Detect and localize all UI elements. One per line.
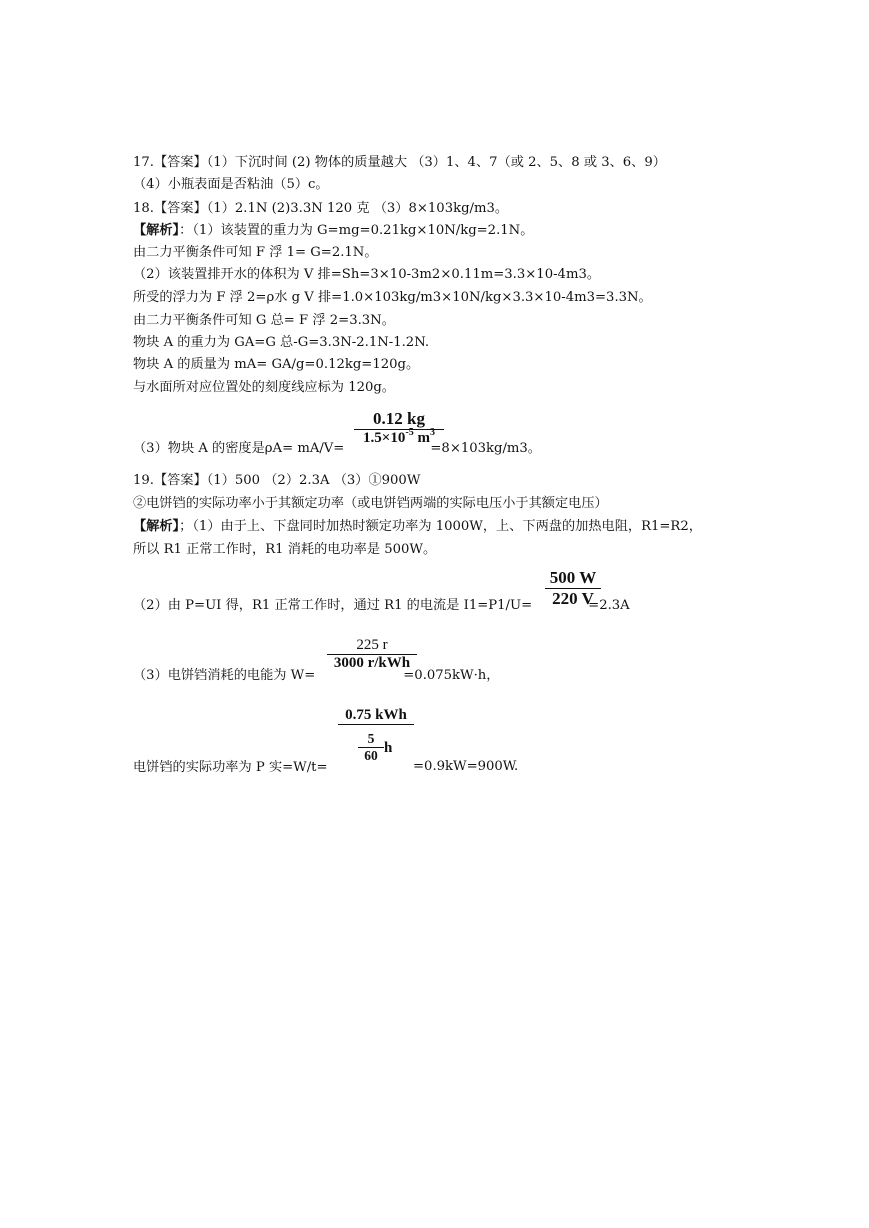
energy-prefix: （3）电饼铛消耗的电能为 W= <box>133 668 316 683</box>
current-fraction <box>545 568 601 609</box>
analysis-label: 【解析】 <box>133 223 180 238</box>
q19-analysis-line2: 所以 R1 正常工作时，R1 消耗的电功率是 500W。 <box>133 542 437 557</box>
current-prefix: （2）由 P=UI 得，R1 正常工作时，通过 R1 的电流是 I1=P1/U= <box>133 598 533 613</box>
fraction-denominator: 3000 r/kWh <box>333 655 411 671</box>
power-prefix: 电饼铛的实际功率为 P 实=W/t= <box>133 760 328 775</box>
q19-analysis-line1 <box>133 518 702 536</box>
q18-analysis-line4: 所受的浮力为 F 浮 2=ρ水 g V 排=1.0×103kg/m3×10N/kg×3.3×10-4m3=3.3N。 <box>133 290 652 305</box>
q18-analysis-line2: 由二力平衡条件可知 F 浮 1= G=2.1N。 <box>133 245 378 260</box>
q19-answer-line2: ②电饼铛的实际功率小于其额定功率（或电饼铛两端的实际电压小于其额定电压） <box>133 496 608 511</box>
density-fraction <box>354 409 444 447</box>
q19-energy-line <box>133 667 499 685</box>
fraction-numerator: 0.12 kg <box>373 409 425 428</box>
fraction-denominator: $1.5\times 10^{-5}$ $m^3$ <box>363 427 435 446</box>
q18-analysis-line8: 与水面所对应位置处的刻度线应标为 120g。 <box>133 380 395 395</box>
q18-answer: 18.【答案】（1）2.1N (2)3.3N 120 克 （3）8×103kg/m3。 <box>133 201 509 216</box>
q18-analysis-line7: 物块 A 的质量为 mA= GA/g=0.12kg=120g。 <box>133 357 420 372</box>
nested-unit: h <box>384 740 393 756</box>
nested-denominator: 60 <box>364 748 378 763</box>
q18-analysis-line6: 物块 A 的重力为 GA=G 总-G=3.3N-2.1N-1.2N. <box>133 335 430 350</box>
fraction-numerator: 500 W <box>549 568 597 587</box>
energy-fraction <box>327 637 417 672</box>
fraction-denominator: 220 V <box>552 589 594 608</box>
nested-numerator: 5 <box>367 731 375 746</box>
q18-analysis-line5: 由二力平衡条件可知 G 总= F 浮 2=3.3N。 <box>133 313 395 328</box>
fraction-numerator: 0.75 kWh <box>345 707 407 723</box>
q19-power-line <box>133 759 328 777</box>
analysis-label: 【解析】 <box>133 519 180 534</box>
q19-answer: 19.【答案】（1）500 （2）2.3A （3）①900W <box>133 473 421 488</box>
nested-fraction <box>358 731 384 764</box>
current-result: =2.3A <box>588 598 630 613</box>
q17-answer-line1: 17.【答案】（1）下沉时间 (2) 物体的质量越大 （3）1、4、7（或 2、5、8 或 3、6、9） <box>133 155 666 170</box>
q17-answer-line2: （4）小瓶表面是否粘油（5）c。 <box>133 177 329 192</box>
density-prefix: （3）物块 A 的密度是ρA= mA/V= <box>133 441 345 456</box>
q18-analysis-line1 <box>133 222 533 240</box>
density-result: =8×103kg/m3。 <box>430 441 541 456</box>
q18-analysis-line3: （2）该装置排开水的体积为 V 排=Sh=3×10-3m2×0.11m=3.3×10-4m3。 <box>133 267 601 282</box>
power-result: =0.9kW=900W. <box>413 759 519 774</box>
fraction-bar <box>338 724 414 725</box>
analysis-text: ；（1）由于上、下盘同时加热时额定功率为 1000W，上、下两盘的加热电阻，R1=R2， <box>179 519 702 534</box>
energy-result: =0.075kW·h， <box>403 668 500 683</box>
fraction-numerator: 225 r <box>356 637 388 653</box>
power-fraction <box>338 707 414 725</box>
q18-density-line <box>133 440 541 458</box>
analysis-text: ：（1）该装置的重力为 G=mg=0.21kg×10N/kg=2.1N。 <box>179 223 534 238</box>
